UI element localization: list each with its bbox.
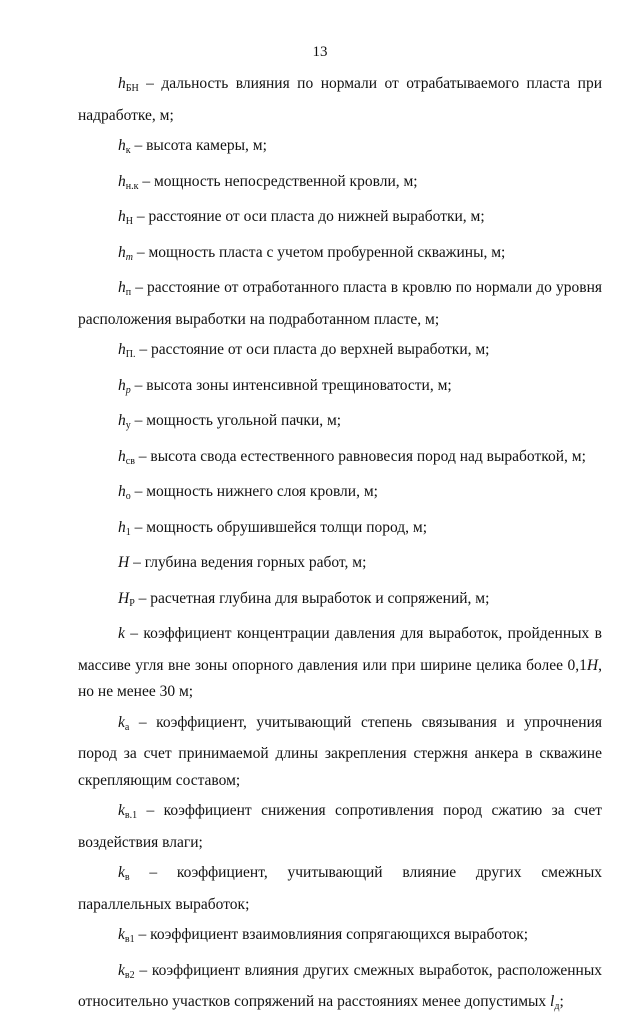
definition-item [78,240,602,272]
symbol-subscript: Н [125,216,133,227]
definition-text: – расстояние от отработанного пласта в кровлю по нормали до уровня расположения выработки на подработанном пласте, м; [78,279,602,328]
symbol-inline: l [550,993,555,1010]
definition-item [78,444,602,476]
definition-text: – расстояние от оси пласта до нижней выработки, м; [132,208,485,225]
definition-item [78,550,602,582]
definition-item [78,71,602,129]
symbol: k [118,926,125,943]
symbol: H [118,554,130,571]
definition-text: – коэффициент концентрации давления для выработок, пройденных в массиве угля вне зоны опорного давления или при ширине целика более 0,1 [78,625,602,674]
definition-item [78,621,602,706]
symbol-subscript: в1 [124,934,135,945]
definition-text: – дальность влияния по нормали от отрабатываемого пласта при надработке, м; [78,75,602,124]
definition-text: – расстояние от оси пласта до верхней выработки, м; [135,341,490,358]
symbol-subscript: m [125,251,133,263]
definition-item [78,479,602,511]
symbol-subscript: п [125,287,132,298]
definition-text-tail: ; [559,993,564,1010]
symbol: h [118,412,126,429]
symbol: h [118,172,126,190]
definition-item [78,373,602,405]
definition-item [78,204,602,236]
symbol-subscript: p [125,384,131,396]
symbol-subscript: у [125,420,131,431]
symbol: h [118,447,126,465]
definition-text: – коэффициент, учитывающий влияние других смежных параллельных выработок; [78,864,602,913]
symbol-subscript: 1 [125,526,131,538]
symbol: k [118,625,125,642]
definition-item [78,133,602,165]
symbol-subscript: а [124,721,130,733]
definition-text: – мощность непосредственной кровли, м; [138,172,418,190]
symbol: H [118,589,130,607]
symbol-subscript: к [125,145,131,156]
definition-text: – высота зоны интенсивной трещиноватости, м; [130,376,452,394]
symbol-subscript: в.1 [124,810,138,821]
symbol: h [118,518,126,536]
symbol-subscript: в2 [124,969,135,981]
definition-item [78,275,602,333]
definition-text: – расчетная глубина для выработок и сопряжений, м; [134,589,490,607]
definition-text: – высота свода естественного равновесия пород над выработкой, м; [134,447,586,465]
definition-text: – мощность обрушившейся толщи пород, м; [130,518,428,536]
definition-text-tail: , но не менее 30 м; [78,656,602,700]
definition-text: – коэффициент снижения сопротивления пород сжатию за счет воздействия влаги; [78,802,602,851]
symbol: k [118,802,125,819]
definition-text: – мощность нижнего слоя кровли, м; [130,483,378,500]
symbol-subscript: св [125,455,135,467]
symbol-subscript: Р [129,597,135,609]
symbol: h [118,75,126,92]
symbol: k [118,713,125,731]
symbol: h [118,137,126,154]
symbol: h [118,376,126,394]
symbol-subscript: БН [125,83,139,94]
page-number: 13 [312,44,328,60]
definition-item [78,922,602,954]
definition-item [78,860,602,918]
definition-item [78,710,602,795]
symbol-inline-subscript: д [554,1001,560,1012]
symbol-subscript: о [125,491,131,502]
symbol: h [118,483,126,500]
symbol-subscript: в [124,872,130,883]
definition-text: – высота камеры, м; [130,137,267,154]
definition-item [78,515,602,547]
definition-text: – глубина ведения горных работ, м; [129,554,367,571]
definition-item [78,798,602,856]
symbol: k [118,961,125,979]
definition-item [78,408,602,440]
definition-text: – коэффициент взаимовлияния сопрягающихся выработок; [134,926,529,943]
symbol-subscript: П. [125,349,136,360]
definition-text: – мощность пласта с учетом пробуренной скважины, м; [132,243,506,261]
definition-item [78,337,602,369]
definition-item [78,169,602,201]
symbol-subscript: н.к [125,180,139,192]
symbol: h [118,208,126,225]
symbol-inline: H [586,656,599,674]
symbol: h [118,341,126,358]
definition-text: – коэффициент, учитывающий степень связывания и упрочнения пород за счет принимаемой длины закрепления стержня анкера в скважине скрепляющим составом; [78,713,602,789]
symbol: h [118,279,126,296]
symbol: h [118,243,126,261]
definition-item [78,586,602,618]
symbol: k [118,864,125,881]
definition-text: – мощность угольной пачки, м; [130,412,342,429]
definitions-list [78,71,602,1021]
definition-text: – коэффициент влияния других смежных выработок, расположенных относительно участков сопряжений на расстояниях менее допустимых [78,961,602,1010]
definition-item [78,958,602,1021]
